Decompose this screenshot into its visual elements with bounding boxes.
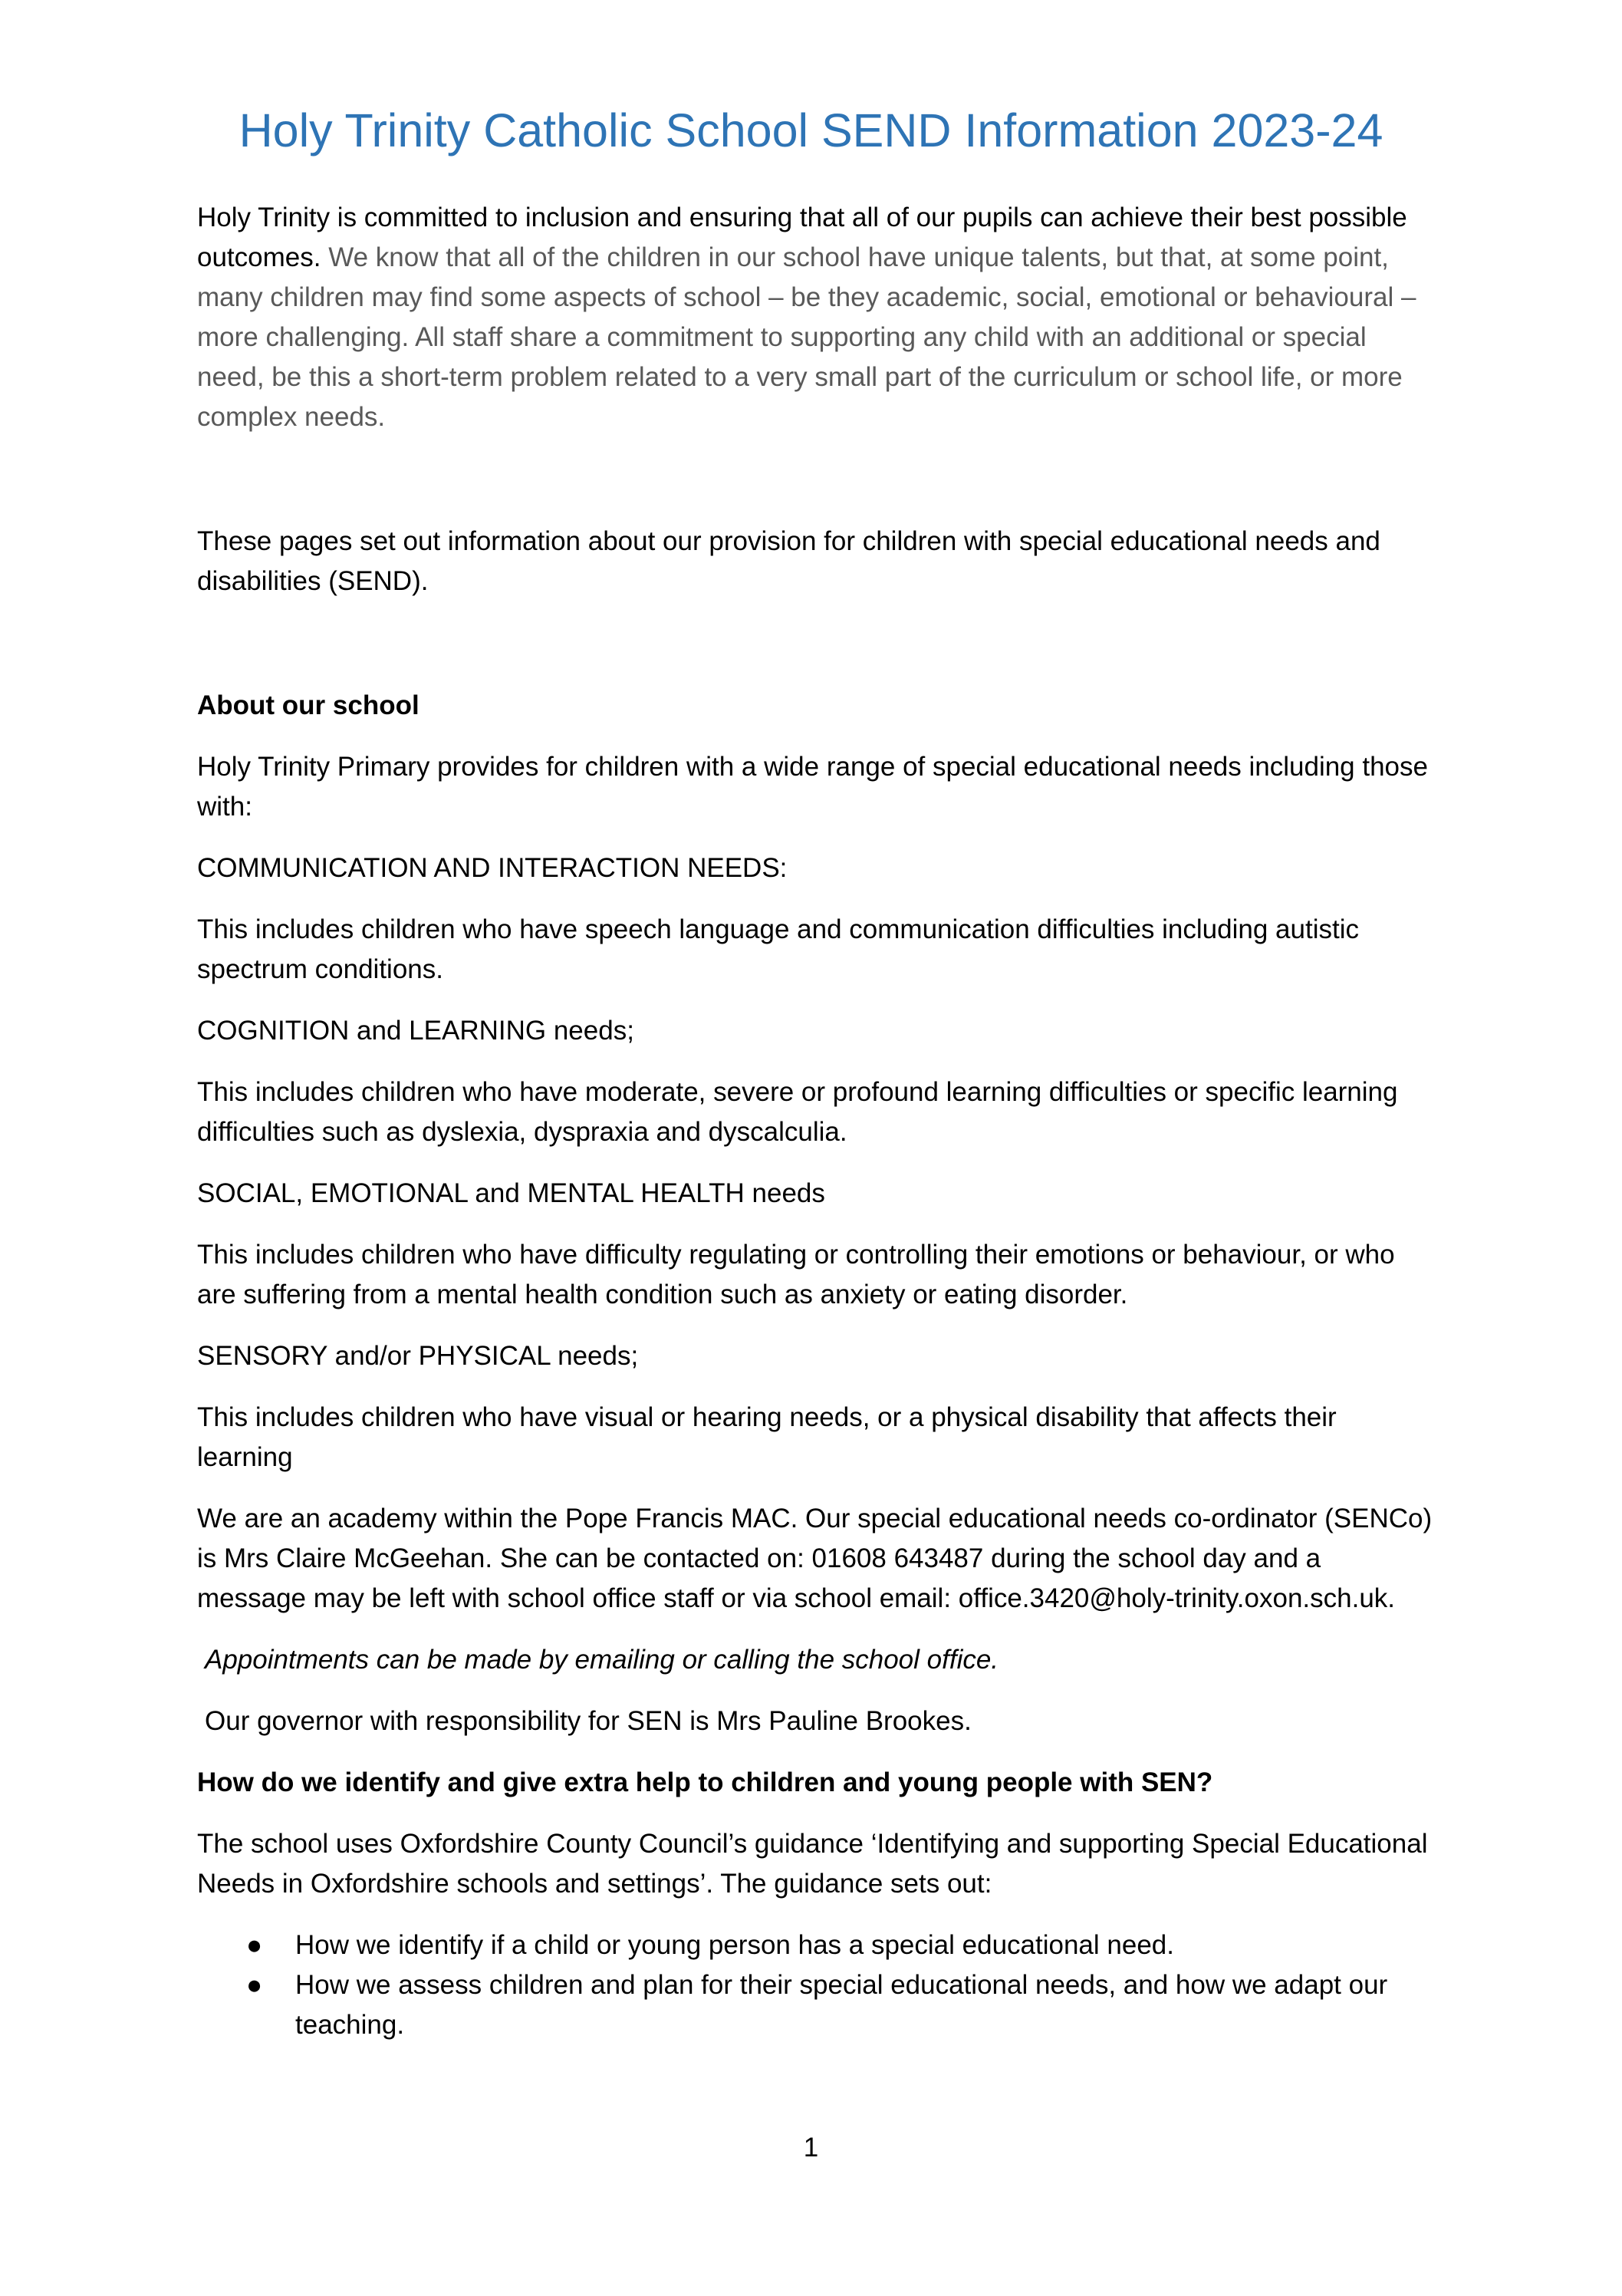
intro-black-text: Holy Trinity is committed to inclusion and ensuring that all of our pupils can achieve their best possible outcomes.: [197, 203, 1407, 272]
bullet-icon: ●: [246, 1970, 263, 2000]
need-cognition-text: This includes children who have moderate, severe or profound learning difficulties or specific learning difficulties such as dyslexia, dyspraxia and dyscalculia.: [197, 1077, 1398, 1147]
guidance-bullet-list: [197, 1925, 1436, 2045]
need-semh-heading: SOCIAL, EMOTIONAL and MENTAL HEALTH needs: [197, 1178, 825, 1208]
page-title: Holy Trinity Catholic School SEND Information 2023-24: [239, 104, 1383, 156]
senco-paragraph: We are an academy within the Pope Francis MAC. Our special educational needs co-ordinator (SENCo) is Mrs Claire McGeehan. She can be contacted on: 01608 643487 during the school day and a message may be left with school office staff or via school email: office.3420@holy-trinity.oxon.sch.uk.: [197, 1504, 1433, 1613]
need-communication-heading: COMMUNICATION AND INTERACTION NEEDS:: [197, 853, 788, 883]
intro-grey-text: We know that all of the children in our school have unique talents, but that, at some point, many children may find some aspects of school – be they academic, social, emotional or behavioural – more challenging. All staff share a commitment to supporting any child with an additional or special need, be this a short-term problem related to a very small part of the curriculum or school life, or more complex needs.: [197, 242, 1416, 432]
need-cognition-heading: COGNITION and LEARNING needs;: [197, 1016, 634, 1046]
need-sensory-text: This includes children who have visual or hearing needs, or a physical disability that affects their learning: [197, 1402, 1337, 1472]
bullet-text: How we identify if a child or young person has a special educational need.: [295, 1930, 1174, 1960]
page-number: 1: [803, 2133, 819, 2163]
bullet-text: How we assess children and plan for their special educational needs, and how we adapt our teaching.: [295, 1970, 1388, 2040]
identify-heading: How do we identify and give extra help to children and young people with SEN?: [197, 1767, 1213, 1797]
about-paragraph: Holy Trinity Primary provides for children with a wide range of special educational needs including those with:: [197, 752, 1428, 822]
document-body: [197, 198, 1436, 2045]
need-sensory-heading: SENSORY and/or PHYSICAL needs;: [197, 1341, 639, 1371]
need-semh-text: This includes children who have difficulty regulating or controlling their emotions or behaviour, or who are suffering from a mental health condition such as anxiety or eating disorder.: [197, 1240, 1395, 1309]
about-heading: About our school: [197, 690, 419, 720]
list-item: [197, 1925, 1436, 1965]
need-communication-text: This includes children who have speech language and communication difficulties including autistic spectrum conditions.: [197, 914, 1359, 984]
list-item: [197, 1965, 1436, 2045]
appointments-note: Appointments can be made by emailing or calling the school office.: [205, 1645, 999, 1675]
intro-paragraph: [197, 198, 1436, 437]
governor-paragraph: Our governor with responsibility for SEN is Mrs Pauline Brookes.: [205, 1706, 972, 1736]
pages-intro-paragraph: These pages set out information about our provision for children with special educational needs and disabilities (SEND).: [197, 526, 1380, 596]
identify-paragraph: The school uses Oxfordshire County Council’s guidance ‘Identifying and supporting Special Educational Needs in Oxfordshire schools and settings’. The guidance sets out:: [197, 1829, 1428, 1899]
bullet-icon: ●: [246, 1930, 263, 1960]
